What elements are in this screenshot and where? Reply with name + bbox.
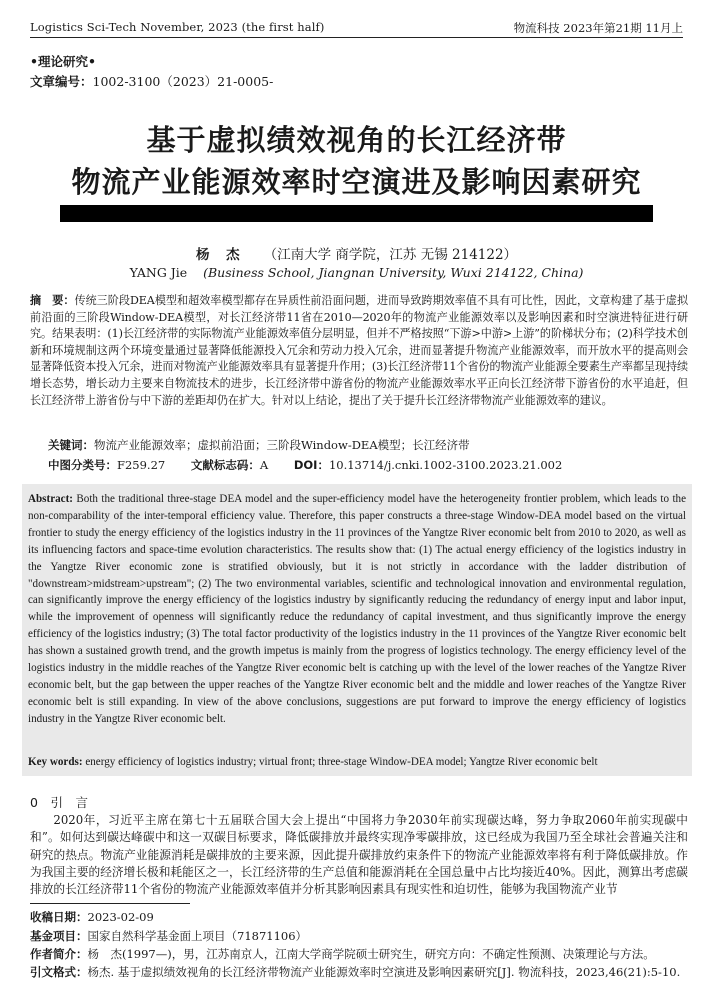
classification-row bbox=[48, 457, 584, 473]
article-number-value: 1002-3100（2023）21-0005- bbox=[92, 74, 274, 89]
keywords-cn bbox=[48, 437, 470, 453]
keywords-en bbox=[28, 756, 598, 768]
keywords-en-label: Key words: bbox=[28, 756, 83, 768]
title-redaction-bar bbox=[60, 205, 653, 222]
author-en bbox=[0, 265, 713, 280]
section-label: •理论研究• bbox=[30, 54, 96, 69]
author-cn-name: 杨 杰 bbox=[195, 247, 246, 263]
abstract-en-text: Both the traditional three-stage DEA model and the super-efficiency model have the heterogeneity frontier problem, which leads to the non-comparability of the inter-temporal efficiency value. Therefore, this paper constructs a three-stage Window-DEA model based on the virtual frontier to study the energy efficiency of the logistics industry in the 11 provinces of the Yangtze River economic belt from 2010 to 2020, as well as its influencing factors and space-time evolution characteristics. The results show that: (1) The actual energy efficiency of the logistics industry in the Yangtze River economic zone is stratified obviously, but it is not strictly in accordance with the ladder distribution of "downstream>midstream>upstream"; (2) The two environmental variables, scientific and technological innovation and environmental regulation, can significantly improve the energy efficiency of the logistics industry by significantly reducing the redundancy of energy input and labor input, while the improvement of openness will significantly reduce the redundancy of capital investment, and thus significantly improve the energy efficiency of the logistics industry; (3) The total factor productivity of the logistics industry in the 11 provinces of the Yangtze River economic belt has shown a sustained growth trend, and the growth impetus is mainly from the progress of logistics technology. The energy efficiency level of the logistics industry in the middle reaches of the Yangtze River economic belt is catching up with the level of the lower reaches of the Yangtze River economic belt, but the gap between the upper reaches of the Yangtze River economic belt and the middle and lower reaches of the Yangtze River economic belt is still expanding. In view of the above conclusions, suggestions are put forward to improve the energy efficiency of logistics industry in the Yangtze River economic belt. bbox=[28, 493, 687, 725]
doc-code-value: A bbox=[259, 458, 269, 472]
received-value: 2023-02-09 bbox=[87, 910, 154, 924]
clc-value: F259.27 bbox=[117, 458, 166, 472]
fund-value: 国家自然科学基金面上项目（71871106） bbox=[87, 929, 308, 943]
keywords-en-text: energy efficiency of logistics industry; virtual front; three-stage Window-DEA model; Yangtze River economic belt bbox=[85, 756, 598, 768]
keywords-cn-text: 物流产业能源效率；虚拟前沿面；三阶段Window-DEA模型；长江经济带 bbox=[94, 438, 470, 452]
footnote-fund bbox=[30, 928, 700, 944]
doi-value: 10.13714/j.cnki.1002-3100.2023.21.002 bbox=[328, 458, 563, 472]
received-label: 收稿日期： bbox=[30, 910, 88, 924]
abstract-cn-text: 传统三阶段DEA模型和超效率模型都存在异质性前沿面问题，进而导致跨期效率值不具有可比性，因此，文章构建了基于虚拟前沿面的三阶段Window-DEA模型，对长江经济带11省在2010—2020年的物流产业能源效率以及影响因素和时空演进特征进行研究。结果表明：(1)长江经济带的实际物流产业能源效率值分层明显，但并不严格按照“下游>中游>上游”的阶梯状分布；(2)科学技术创新和环境规制这两个环境变量通过显著降低能源投入冗余和劳动力投入冗余，进而显著提升物流产业能源效率，而开放水平的提高则会显著降低资本投入冗余，进而对物流产业能源效率具有显著提升作用；(3)长江经济带11个省份的物流产业能源全要素生产率都呈现持续增长态势，增长动力主要来自物流技术的进步，长江经济带中游省份的物流产业能源效率水平正向长江经济带下游省份的水平追赶，但长江经济带上游省份与中下游的差距却仍在扩大。针对以上结论，提出了关于提升长江经济带物流产业能源效率的建议。 bbox=[30, 294, 688, 407]
footnote-author-bio bbox=[30, 946, 700, 962]
article-number-label: 文章编号： bbox=[30, 74, 93, 89]
bio-value: 杨 杰(1997—)，男，江苏南京人，江南大学商学院硕士研究生，研究方向：不确定性预测、决策理论与方法。 bbox=[87, 947, 655, 961]
cite-label: 引文格式： bbox=[30, 965, 88, 979]
running-header-right: 物流科技 2023年第21期 11月上 bbox=[513, 21, 683, 35]
doi-label: DOI： bbox=[293, 458, 329, 472]
title-line-1: 基于虚拟绩效视角的长江经济带 bbox=[146, 123, 567, 157]
clc-label: 中图分类号： bbox=[48, 458, 117, 472]
cite-value: 杨杰. 基于虚拟绩效视角的长江经济带物流产业能源效率时空演进及影响因素研究[J]. 物流科技，2023,46(21):5-10. bbox=[87, 965, 681, 979]
abstract-en bbox=[28, 491, 686, 728]
author-cn bbox=[0, 243, 713, 263]
footnote-received bbox=[30, 909, 700, 925]
section-heading-introduction: 0 引 言 bbox=[30, 795, 88, 810]
footnote-rule bbox=[30, 903, 190, 904]
article-number bbox=[30, 72, 273, 90]
introduction-paragraph: 2020年，习近平主席在第七十五届联合国大会上提出“中国将力争2030年前实现碳达峰，努力争取2060年前实现碳中和”。如何达到碳达峰碳中和这一双碳目标要求，降低碳排放并最终实现净零碳排放，这已经成为我国乃至全球社会普遍关注和研究的热点。物流产业能源消耗是碳排放的主要来源，因此提升碳排放约束条件下的物流产业能源效率将有利于降低碳排放。作为我国主要的经济增长极和耗能区之一，长江经济带的生产总值和能源消耗在全国总量中占比均接近40%。因此，测算出考虑碳排放的长江经济带11个省份的物流产业能源效率值并分析其影响因素具有现实性和迫切性，能够为我国物流产业节 bbox=[30, 813, 688, 897]
fund-label: 基金项目： bbox=[30, 929, 88, 943]
running-header-left: Logistics Sci-Tech November, 2023 (the first half) bbox=[30, 20, 325, 34]
header-rule bbox=[30, 37, 683, 38]
abstract-cn-label: 摘 要： bbox=[30, 294, 75, 307]
author-cn-affiliation: （江南大学 商学院，江苏 无锡 214122） bbox=[263, 247, 518, 263]
abstract-en-label: Abstract: bbox=[28, 493, 73, 505]
author-en-name: YANG Jie bbox=[129, 265, 188, 280]
title-line-2: 物流产业能源效率时空演进及影响因素研究 bbox=[71, 165, 642, 199]
author-en-affiliation: (Business School, Jiangnan University, Wuxi 214122, China) bbox=[203, 265, 584, 280]
doc-code-label: 文献标志码： bbox=[190, 458, 260, 472]
abstract-cn bbox=[30, 293, 688, 409]
keywords-cn-label: 关键词： bbox=[48, 438, 94, 452]
bio-label: 作者简介： bbox=[30, 947, 88, 961]
footnote-citation bbox=[30, 964, 700, 980]
